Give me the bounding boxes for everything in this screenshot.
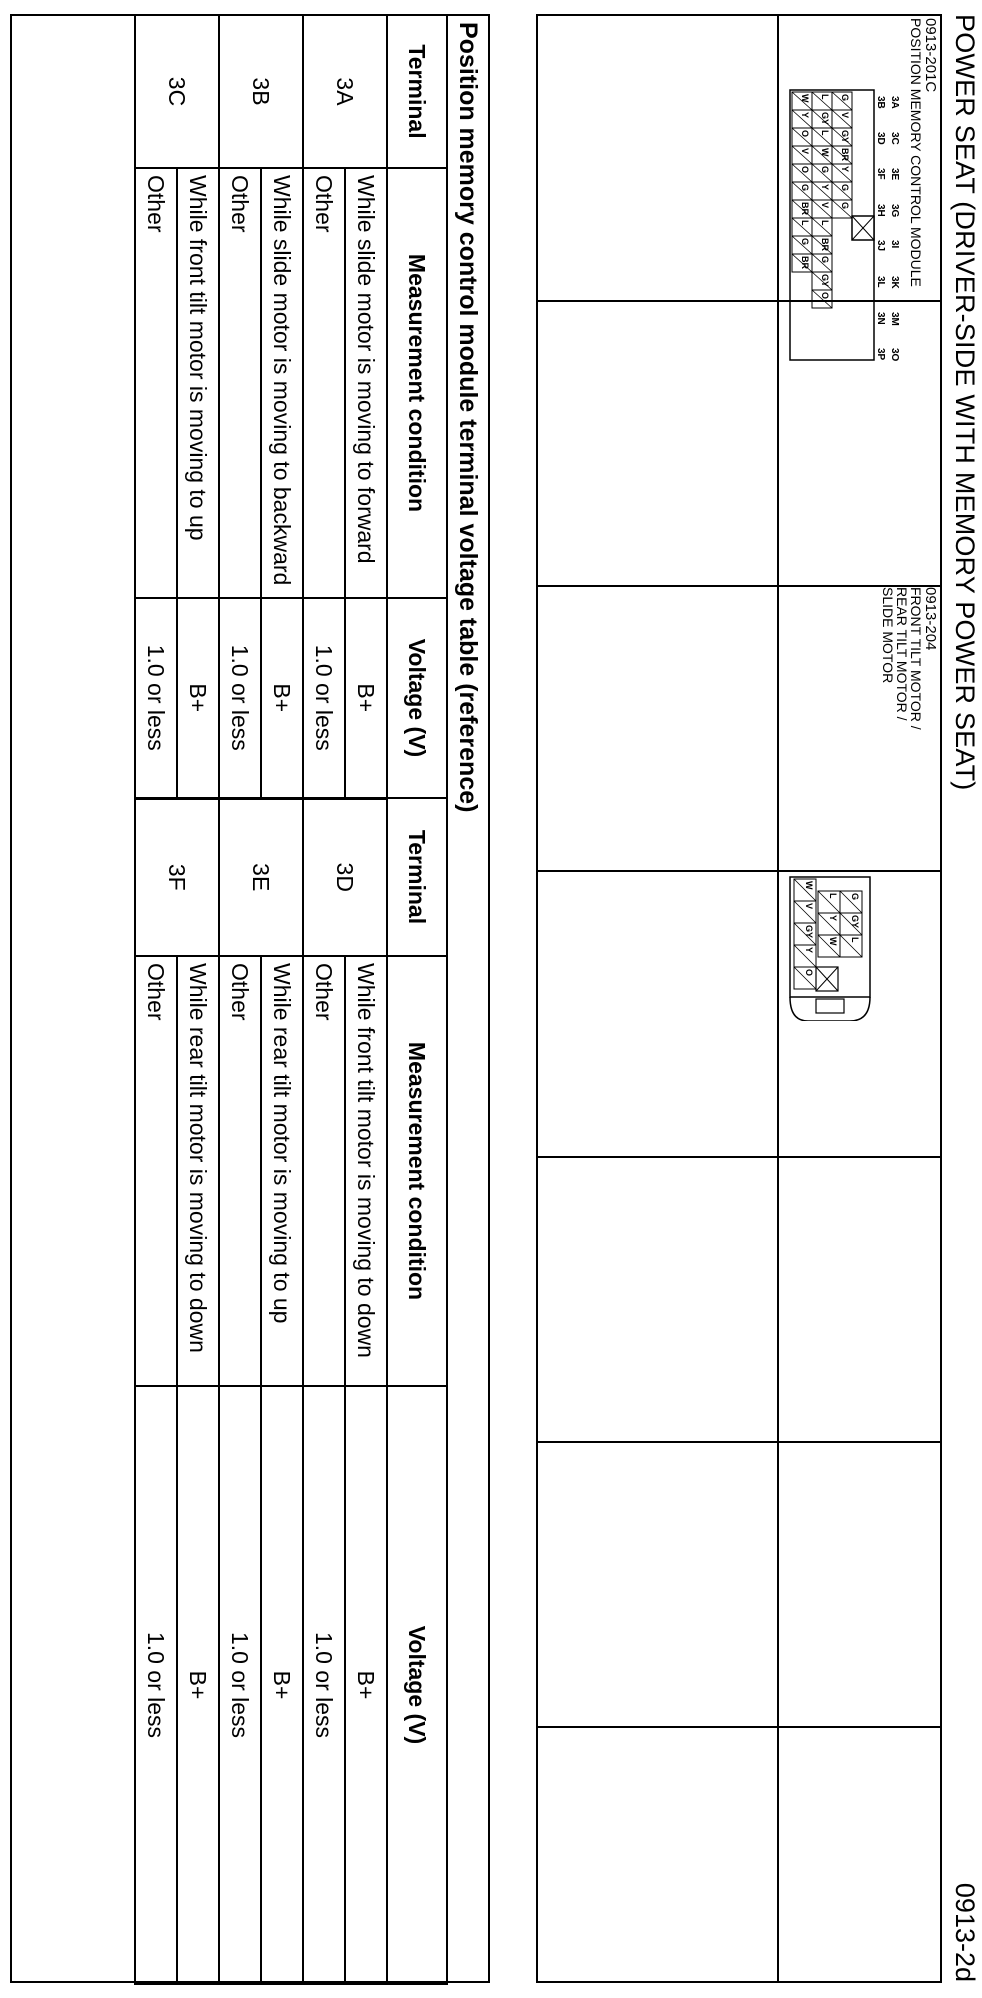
pin-number: 3B bbox=[875, 96, 886, 109]
voltage-table-section bbox=[10, 14, 490, 1983]
condition-cell: Other bbox=[303, 168, 345, 598]
header-condition: Measurement condition bbox=[387, 956, 447, 1386]
connector-name: POSITION MEMORY CONTROL MODULE bbox=[908, 18, 924, 287]
wire-color-label: G bbox=[820, 166, 830, 174]
connector-code: 0913-201C bbox=[922, 18, 939, 93]
pin-number: 3L bbox=[875, 276, 886, 288]
pin-number: 3F bbox=[875, 168, 886, 180]
pin-number: 3G bbox=[889, 204, 900, 218]
connector-name-line: SLIDE MOTOR bbox=[880, 587, 896, 684]
wire-color-label: G bbox=[820, 256, 830, 264]
voltage-cell: 1.0 or less bbox=[135, 598, 177, 798]
condition-cell: While front tilt motor is moving to down bbox=[345, 956, 387, 1386]
condition-cell: While rear tilt motor is moving to up bbox=[261, 956, 303, 1386]
connector-name-line: FRONT TILT MOTOR / bbox=[908, 587, 924, 730]
pin-number: 3P bbox=[875, 348, 886, 361]
terminal-cell: 3E bbox=[219, 798, 303, 956]
voltage-table bbox=[134, 14, 448, 1985]
pin-number: 3O bbox=[889, 348, 900, 362]
wire-color-label: L bbox=[820, 130, 830, 136]
wire-color-label: O bbox=[800, 166, 810, 174]
wire-color-label: BR bbox=[800, 202, 810, 215]
voltage-cell: 1.0 or less bbox=[303, 1386, 345, 1984]
terminal-cell: 3C bbox=[135, 15, 219, 168]
header-voltage: Voltage (V) bbox=[387, 598, 447, 798]
wire-color-label: G bbox=[800, 184, 810, 192]
pin-number: 3J bbox=[875, 240, 886, 252]
pin-number: 3A bbox=[889, 96, 900, 109]
wire-color-label: O bbox=[800, 130, 810, 138]
pin-number: 3C bbox=[889, 132, 900, 145]
voltage-cell: B+ bbox=[345, 1386, 387, 1984]
table-header-row bbox=[387, 15, 447, 1984]
connector-name-line: REAR TILT MOTOR / bbox=[894, 587, 910, 721]
pin-number: 3N bbox=[875, 312, 886, 325]
pin-number: 3D bbox=[875, 132, 886, 145]
terminal-cell: 3B bbox=[219, 15, 303, 168]
condition-cell: While slide motor is moving to forward bbox=[345, 168, 387, 598]
wire-color-label: Y bbox=[840, 166, 850, 173]
wire-color-label: L bbox=[820, 220, 830, 226]
pin-number: 3K bbox=[889, 276, 900, 289]
voltage-cell: B+ bbox=[177, 598, 219, 798]
wire-color-label: GY bbox=[840, 130, 850, 144]
page-code: 0913-2d bbox=[950, 1882, 980, 1982]
connector-grid bbox=[536, 14, 942, 1983]
wire-color-label: GY bbox=[850, 915, 860, 929]
table-title: Position memory control module terminal voltage table (reference) bbox=[454, 22, 482, 813]
terminal-cell: 3F bbox=[135, 798, 219, 956]
table-row bbox=[345, 15, 387, 1984]
wire-color-label: L bbox=[820, 94, 830, 100]
condition-cell: Other bbox=[135, 956, 177, 1386]
condition-cell: Other bbox=[219, 168, 261, 598]
condition-cell: Other bbox=[135, 168, 177, 598]
wire-color-label: V bbox=[804, 903, 814, 910]
wire-color-label: BR bbox=[840, 148, 850, 161]
table-row bbox=[135, 15, 177, 1984]
connector-diagram bbox=[778, 871, 900, 1021]
voltage-cell: B+ bbox=[177, 1386, 219, 1984]
wire-color-label: G bbox=[840, 202, 850, 210]
connector-code: 0913-204 bbox=[922, 587, 939, 651]
wire-color-label: L bbox=[800, 220, 810, 226]
wire-color-label: O bbox=[804, 969, 814, 977]
wire-color-label: GY bbox=[820, 112, 830, 126]
pin-number: 3M bbox=[889, 312, 900, 326]
terminal-cell: 3D bbox=[303, 798, 387, 956]
wire-color-label: GY bbox=[820, 274, 830, 288]
condition-cell: While rear tilt motor is moving to down bbox=[177, 956, 219, 1386]
wire-color-label: GY bbox=[804, 925, 814, 939]
wire-color-label: L bbox=[850, 937, 860, 943]
table-row bbox=[303, 15, 345, 1984]
wire-color-label: G bbox=[850, 893, 860, 901]
wire-color-label: Y bbox=[800, 112, 810, 119]
wire-color-label: BR bbox=[800, 256, 810, 269]
voltage-cell: B+ bbox=[261, 598, 303, 798]
header-terminal: Terminal bbox=[387, 798, 447, 956]
voltage-cell: B+ bbox=[261, 1386, 303, 1984]
condition-cell: Other bbox=[219, 956, 261, 1386]
wire-color-label: Y bbox=[804, 947, 814, 954]
wire-color-label: G bbox=[800, 238, 810, 246]
wire-color-label: G bbox=[840, 184, 850, 192]
condition-cell: Other bbox=[303, 956, 345, 1386]
connector-diagram bbox=[786, 76, 904, 396]
wire-color-label: Y bbox=[828, 915, 838, 922]
header-voltage: Voltage (V) bbox=[387, 1386, 447, 1984]
wire-color-label: W bbox=[828, 937, 838, 946]
wire-color-label: BR bbox=[820, 238, 830, 251]
wire-color-label: O bbox=[820, 292, 830, 300]
condition-cell: While front tilt motor is moving to up bbox=[177, 168, 219, 598]
pin-number: 3E bbox=[889, 168, 900, 181]
voltage-cell: 1.0 or less bbox=[135, 1386, 177, 1984]
header-terminal: Terminal bbox=[387, 15, 447, 168]
table-row bbox=[261, 15, 303, 1984]
condition-cell: While slide motor is moving to backward bbox=[261, 168, 303, 598]
wire-color-label: V bbox=[840, 112, 850, 119]
wire-color-label: Y bbox=[820, 184, 830, 191]
header-condition: Measurement condition bbox=[387, 168, 447, 598]
voltage-cell: B+ bbox=[345, 598, 387, 798]
wire-color-label: W bbox=[804, 881, 814, 890]
wire-color-label: L bbox=[828, 893, 838, 899]
wire-color-label: W bbox=[800, 94, 810, 103]
wire-color-label: W bbox=[820, 148, 830, 157]
pin-number: 3H bbox=[875, 204, 886, 217]
voltage-cell: 1.0 or less bbox=[303, 598, 345, 798]
wire-color-label: G bbox=[840, 94, 850, 102]
table-row bbox=[177, 15, 219, 1984]
wire-color-label: V bbox=[820, 202, 830, 209]
wire-color-label: V bbox=[800, 148, 810, 155]
voltage-cell: 1.0 or less bbox=[219, 598, 261, 798]
pin-number: 3I bbox=[889, 240, 900, 249]
table-row bbox=[219, 15, 261, 1984]
voltage-cell: 1.0 or less bbox=[219, 1386, 261, 1984]
terminal-cell: 3A bbox=[303, 15, 387, 168]
page-title: POWER SEAT (DRIVER-SIDE WITH MEMORY POWER SEAT) bbox=[950, 14, 980, 791]
